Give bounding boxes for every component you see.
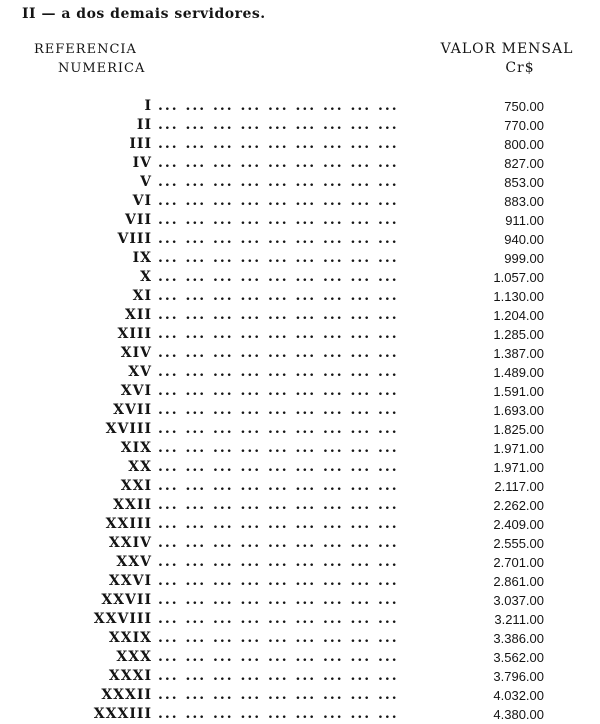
table-row (0, 116, 600, 135)
table-row (0, 363, 600, 382)
table-row (0, 230, 600, 249)
section-heading: II — a dos demais servidores. (22, 6, 266, 22)
monthly-value: 1.693.00 (493, 403, 544, 418)
dot-leader: ... ... ... ... ... ... ... ... ... (158, 478, 399, 494)
dot-leader: ... ... ... ... ... ... ... ... ... (158, 231, 399, 247)
table-row (0, 211, 600, 230)
reference-numeral: XI (132, 288, 152, 304)
dot-leader: ... ... ... ... ... ... ... ... ... (158, 440, 399, 456)
dot-leader: ... ... ... ... ... ... ... ... ... (158, 269, 399, 285)
monthly-value: 750.00 (504, 99, 544, 114)
reference-numeral: XXIX (108, 630, 152, 646)
reference-numeral: VI (132, 193, 152, 209)
table-row (0, 287, 600, 306)
dot-leader: ... ... ... ... ... ... ... ... ... (158, 383, 399, 399)
monthly-value: 1.130.00 (493, 289, 544, 304)
table-row (0, 439, 600, 458)
table-row (0, 173, 600, 192)
reference-numeral: XII (125, 307, 152, 323)
dot-leader: ... ... ... ... ... ... ... ... ... (158, 459, 399, 475)
reference-numeral: XVIII (105, 421, 152, 437)
monthly-value: 2.555.00 (493, 536, 544, 551)
reference-numeral: X (140, 269, 152, 285)
monthly-value: 2.117.00 (494, 479, 544, 494)
dot-leader: ... ... ... ... ... ... ... ... ... (158, 706, 399, 722)
reference-numeral: I (144, 98, 152, 114)
monthly-value: 3.386.00 (493, 631, 544, 646)
monthly-value: 999.00 (504, 251, 544, 266)
dot-leader: ... ... ... ... ... ... ... ... ... (158, 288, 399, 304)
reference-numeral: XV (128, 364, 152, 380)
monthly-value: 2.701.00 (493, 555, 544, 570)
dot-leader: ... ... ... ... ... ... ... ... ... (158, 250, 399, 266)
table-row (0, 610, 600, 629)
table-row (0, 325, 600, 344)
table-row (0, 553, 600, 572)
monthly-value: 1.057.00 (493, 270, 544, 285)
dot-leader: ... ... ... ... ... ... ... ... ... (158, 98, 399, 114)
monthly-value: 3.796.00 (493, 669, 544, 684)
monthly-value: 3.037.00 (493, 593, 544, 608)
reference-numeral: XVII (113, 402, 152, 418)
reference-numeral: XXVI (108, 573, 152, 589)
dot-leader: ... ... ... ... ... ... ... ... ... (158, 516, 399, 532)
reference-numeral: XXXIII (93, 706, 152, 722)
dot-leader: ... ... ... ... ... ... ... ... ... (158, 345, 399, 361)
reference-numeral: IX (132, 250, 152, 266)
table-row (0, 591, 600, 610)
reference-numeral: XVI (120, 383, 152, 399)
monthly-value: 2.409.00 (493, 517, 544, 532)
table-row (0, 420, 600, 439)
reference-numeral: XXI (120, 478, 152, 494)
dot-leader: ... ... ... ... ... ... ... ... ... (158, 592, 399, 608)
monthly-value: 770.00 (504, 118, 544, 133)
column-header-reference-line1: REFERENCIA (34, 42, 137, 57)
reference-numeral: VIII (117, 231, 152, 247)
dot-leader: ... ... ... ... ... ... ... ... ... (158, 155, 399, 171)
monthly-value: 4.380.00 (493, 707, 544, 722)
dot-leader: ... ... ... ... ... ... ... ... ... (158, 307, 399, 323)
reference-numeral: XXXI (108, 668, 152, 684)
reference-numeral: XIX (120, 440, 152, 456)
monthly-value: 800.00 (504, 137, 544, 152)
monthly-value: 2.262.00 (493, 498, 544, 513)
reference-numeral: XXIII (105, 516, 152, 532)
table-row (0, 648, 600, 667)
column-header-value (422, 40, 592, 78)
monthly-value: 940.00 (504, 232, 544, 247)
column-header-reference (34, 40, 145, 78)
reference-numeral: XXIV (108, 535, 152, 551)
table-row (0, 534, 600, 553)
reference-numeral: XXII (113, 497, 152, 513)
reference-numeral: VII (125, 212, 152, 228)
dot-leader: ... ... ... ... ... ... ... ... ... (158, 193, 399, 209)
reference-numeral: XX (128, 459, 152, 475)
reference-numeral: V (140, 174, 152, 190)
monthly-value: 1.971.00 (493, 460, 544, 475)
monthly-value: 2.861.00 (493, 574, 544, 589)
reference-numeral: II (136, 117, 152, 133)
table-row (0, 249, 600, 268)
monthly-value: 1.825.00 (493, 422, 544, 437)
monthly-value: 911.00 (505, 213, 544, 228)
table-row (0, 97, 600, 116)
monthly-value: 3.562.00 (493, 650, 544, 665)
reference-numeral: XXVII (101, 592, 152, 608)
table-row (0, 344, 600, 363)
table-row (0, 572, 600, 591)
monthly-value: 1.387.00 (493, 346, 544, 361)
monthly-value: 883.00 (504, 194, 544, 209)
reference-numeral: IV (132, 155, 152, 171)
reference-numeral: XIII (117, 326, 152, 342)
table-row (0, 705, 600, 724)
dot-leader: ... ... ... ... ... ... ... ... ... (158, 649, 399, 665)
dot-leader: ... ... ... ... ... ... ... ... ... (158, 402, 399, 418)
table-row (0, 458, 600, 477)
table-row (0, 135, 600, 154)
table-row (0, 306, 600, 325)
monthly-value: 3.211.00 (494, 612, 544, 627)
reference-numeral: XXXII (101, 687, 152, 703)
table-row (0, 401, 600, 420)
table-row (0, 268, 600, 287)
table-row (0, 192, 600, 211)
reference-numeral: III (129, 136, 152, 152)
reference-numeral: XIV (120, 345, 152, 361)
monthly-value: 1.971.00 (493, 441, 544, 456)
table-row (0, 154, 600, 173)
dot-leader: ... ... ... ... ... ... ... ... ... (158, 630, 399, 646)
dot-leader: ... ... ... ... ... ... ... ... ... (158, 117, 399, 133)
dot-leader: ... ... ... ... ... ... ... ... ... (158, 497, 399, 513)
monthly-value: 827.00 (504, 156, 544, 171)
table-row (0, 382, 600, 401)
column-header-reference-line2: NUMERICA (58, 61, 146, 76)
column-header-value-line1: VALOR MENSAL (440, 41, 574, 57)
dot-leader: ... ... ... ... ... ... ... ... ... (158, 364, 399, 380)
table-row (0, 686, 600, 705)
dot-leader: ... ... ... ... ... ... ... ... ... (158, 326, 399, 342)
monthly-value: 1.204.00 (493, 308, 544, 323)
monthly-value: 1.591.00 (493, 384, 544, 399)
monthly-value: 4.032.00 (493, 688, 544, 703)
salary-table (0, 97, 600, 724)
column-header-value-line2: Cr$ (505, 60, 535, 76)
reference-numeral: XXVIII (93, 611, 152, 627)
table-row (0, 667, 600, 686)
dot-leader: ... ... ... ... ... ... ... ... ... (158, 687, 399, 703)
dot-leader: ... ... ... ... ... ... ... ... ... (158, 174, 399, 190)
table-row (0, 496, 600, 515)
dot-leader: ... ... ... ... ... ... ... ... ... (158, 212, 399, 228)
monthly-value: 853.00 (504, 175, 544, 190)
dot-leader: ... ... ... ... ... ... ... ... ... (158, 535, 399, 551)
reference-numeral: XXV (116, 554, 152, 570)
table-row (0, 629, 600, 648)
dot-leader: ... ... ... ... ... ... ... ... ... (158, 668, 399, 684)
dot-leader: ... ... ... ... ... ... ... ... ... (158, 554, 399, 570)
reference-numeral: XXX (116, 649, 152, 665)
dot-leader: ... ... ... ... ... ... ... ... ... (158, 611, 399, 627)
dot-leader: ... ... ... ... ... ... ... ... ... (158, 421, 399, 437)
monthly-value: 1.489.00 (493, 365, 544, 380)
table-row (0, 477, 600, 496)
monthly-value: 1.285.00 (493, 327, 544, 342)
dot-leader: ... ... ... ... ... ... ... ... ... (158, 573, 399, 589)
table-row (0, 515, 600, 534)
dot-leader: ... ... ... ... ... ... ... ... ... (158, 136, 399, 152)
